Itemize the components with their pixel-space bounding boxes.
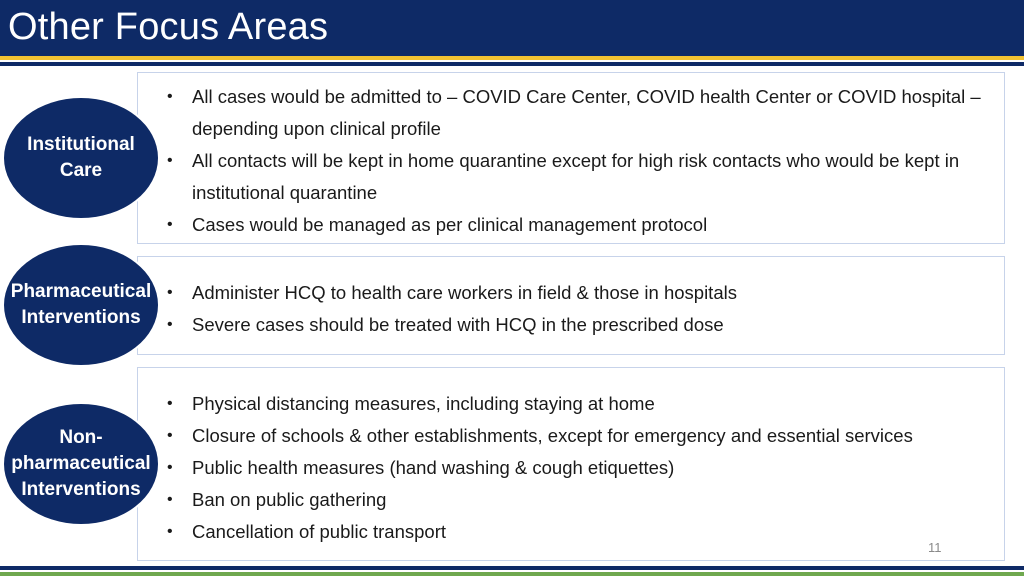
footer-green-stripe [0, 572, 1024, 576]
header-navy-stripe [0, 62, 1024, 66]
pharmaceutical-interventions-circle [4, 245, 158, 365]
bullet-icon: • [167, 491, 173, 508]
institutional-care-circle [4, 98, 158, 218]
bullet-icon: • [167, 427, 173, 444]
bullet-icon: • [167, 395, 173, 412]
section-label: Institutional Care [27, 134, 135, 181]
bullet-item: • All cases would be admitted to – COVID Care Center, COVID health Center or COVID hospital – depending upon clinical profile [138, 81, 1004, 145]
bullet-item: • Cases would be managed as per clinical management protocol [138, 209, 1004, 241]
bullet-item: • Administer HCQ to health care workers in field & those in hospitals [138, 277, 1004, 309]
bullet-icon: • [167, 316, 173, 333]
bullet-item: • Public health measures (hand washing & cough etiquettes) [138, 452, 1004, 484]
bullet-icon: • [167, 284, 173, 301]
bullet-icon: • [167, 459, 173, 476]
section-label: Pharmaceutical Interventions [10, 281, 152, 328]
bullet-item: • Closure of schools & other establishments, except for emergency and essential services [138, 420, 1004, 452]
bullet-icon: • [167, 88, 173, 105]
title-bar [0, 0, 1024, 56]
page-number: 11 [928, 540, 942, 555]
bullet-item: • All contacts will be kept in home quarantine except for high risk contacts who would be kept in institutional quarantine [138, 145, 1004, 209]
bullet-icon: • [167, 523, 173, 540]
non-pharmaceutical-interventions-circle [4, 404, 158, 524]
section-label: Non- pharmaceutical Interventions [11, 427, 151, 500]
slide-title: Other Focus Areas [8, 6, 329, 48]
bullet-item: • Severe cases should be treated with HCQ in the prescribed dose [138, 309, 1004, 341]
bullet-icon: • [167, 216, 173, 233]
bullet-item: • Cancellation of public transport [138, 516, 1004, 548]
bullet-icon: • [167, 152, 173, 169]
bullet-item: • Physical distancing measures, including staying at home [138, 388, 1004, 420]
pharmaceutical-interventions-box [137, 256, 1005, 355]
non-pharmaceutical-interventions-box [137, 367, 1005, 561]
institutional-care-box [137, 72, 1005, 244]
bullet-item: • Ban on public gathering [138, 484, 1004, 516]
